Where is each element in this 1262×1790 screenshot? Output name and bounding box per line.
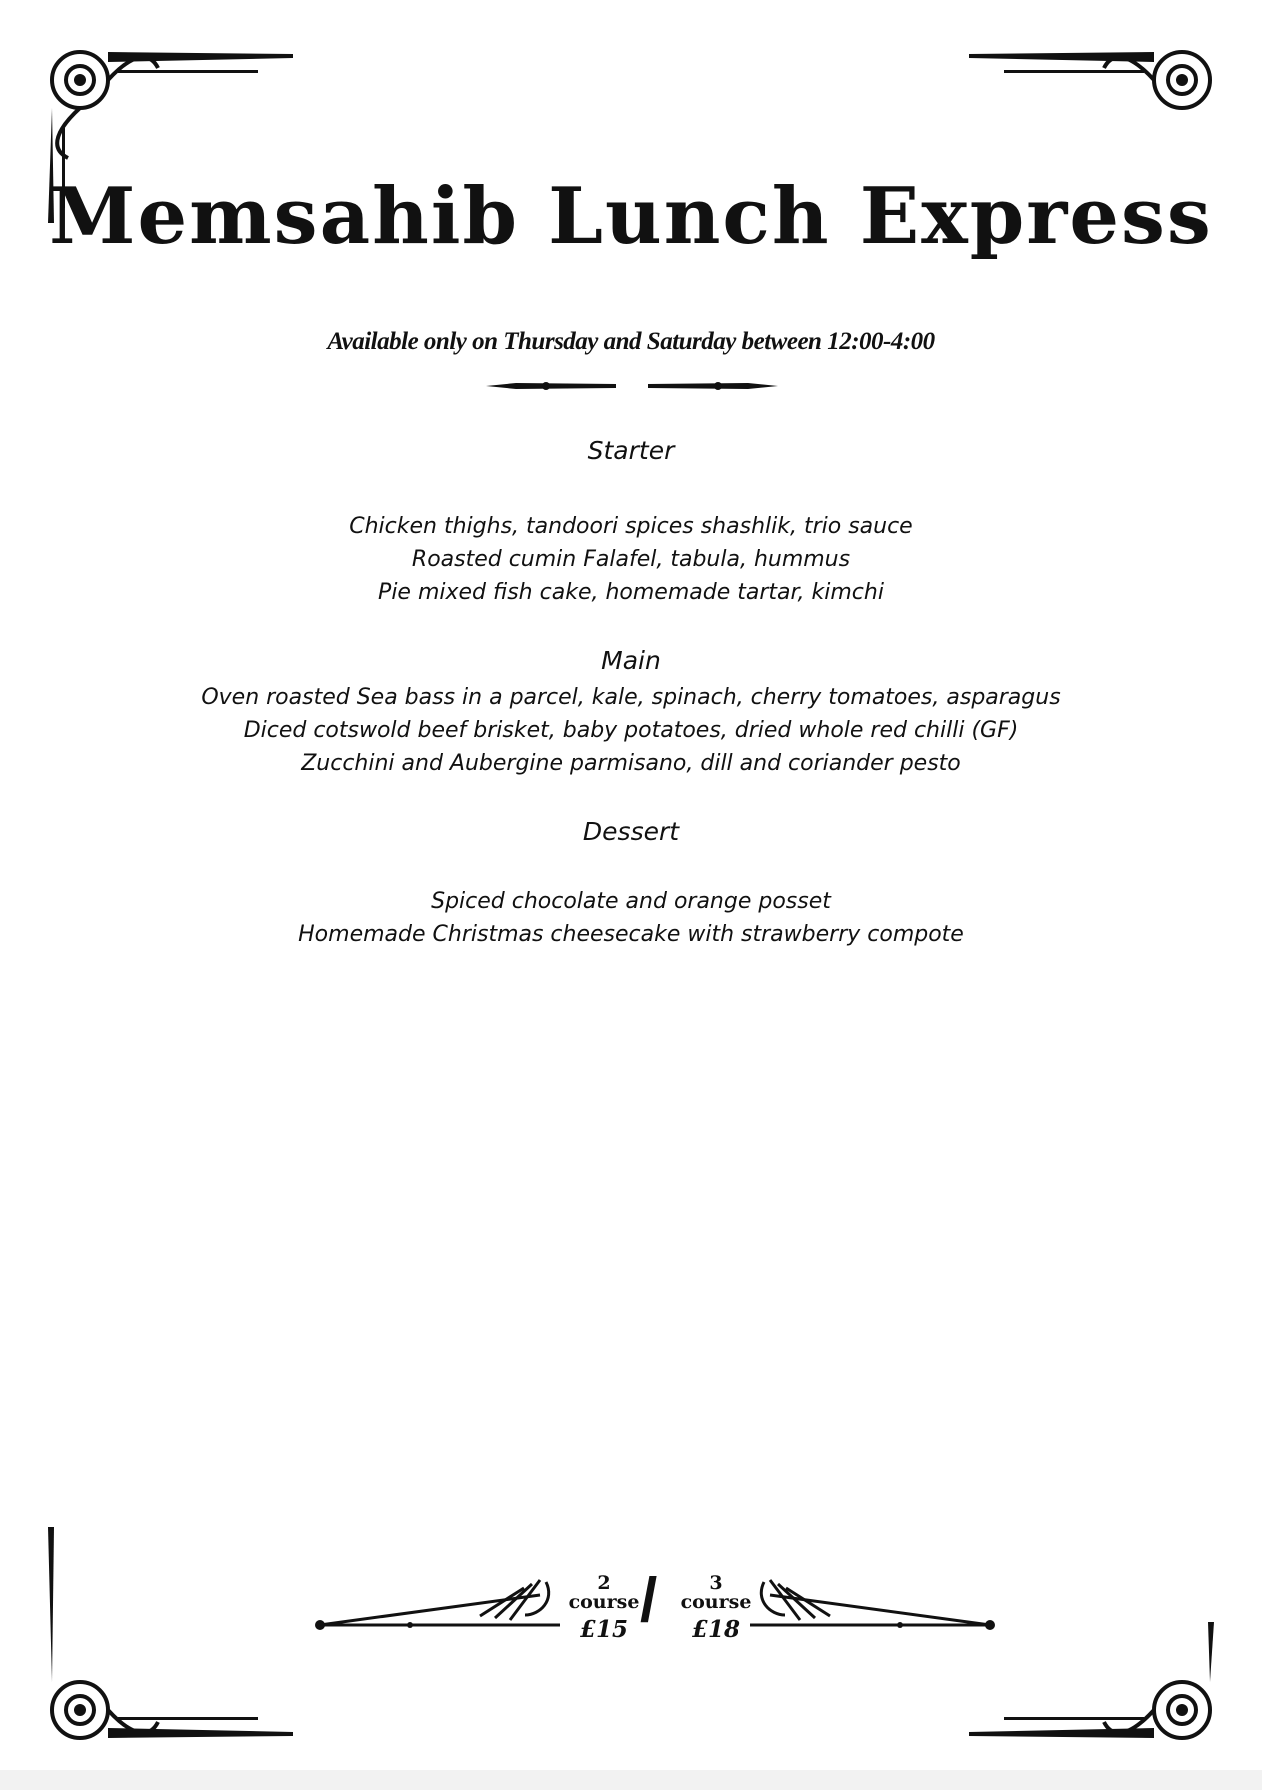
price-separator: / [640,1566,658,1635]
price-three-course-label: 3 course [680,1572,752,1613]
availability-note: Available only on Thursday and Saturday between 12:00-4:00 [327,328,935,355]
fan-flourish-icon [750,1570,1000,1630]
price-three-course [672,1574,760,1641]
menu-item: Homemade Christmas cheesecake with strawberry compote [298,922,964,947]
corner-flourish-icon [964,1522,1224,1752]
menu-item: Oven roasted Sea bass in a parcel, kale, spinach, cherry tomatoes, asparagus [201,685,1061,710]
corner-flourish-icon [38,1522,298,1752]
menu-item: Spiced chocolate and orange posset [431,889,831,914]
divider-flourish-icon [486,378,778,394]
menu-title: Memsahib Lunch Express [49,171,1213,262]
section-heading-starter: Starter [587,436,675,465]
section-heading-dessert: Dessert [582,817,680,846]
fan-flourish-icon [310,1570,560,1630]
price-three-course-amount: £18 [691,1616,740,1643]
menu-item: Chicken thighs, tandoori spices shashlik, trio sauce [349,514,913,539]
section-heading-main: Main [601,646,661,675]
menu-item: Roasted cumin Falafel, tabula, hummus [411,547,851,572]
menu-item: Diced cotswold beef brisket, baby potatoes, dried whole red chilli (GF) [243,718,1019,743]
price-two-course [560,1574,648,1641]
menu-item: Zucchini and Aubergine parmisano, dill and coriander pesto [301,751,961,776]
price-two-course-amount: £15 [579,1616,628,1643]
page-bottom-edge [0,1770,1262,1790]
menu-item: Pie mixed fish cake, homemade tartar, kimchi [378,580,884,605]
price-two-course-label: 2 course [568,1572,640,1613]
